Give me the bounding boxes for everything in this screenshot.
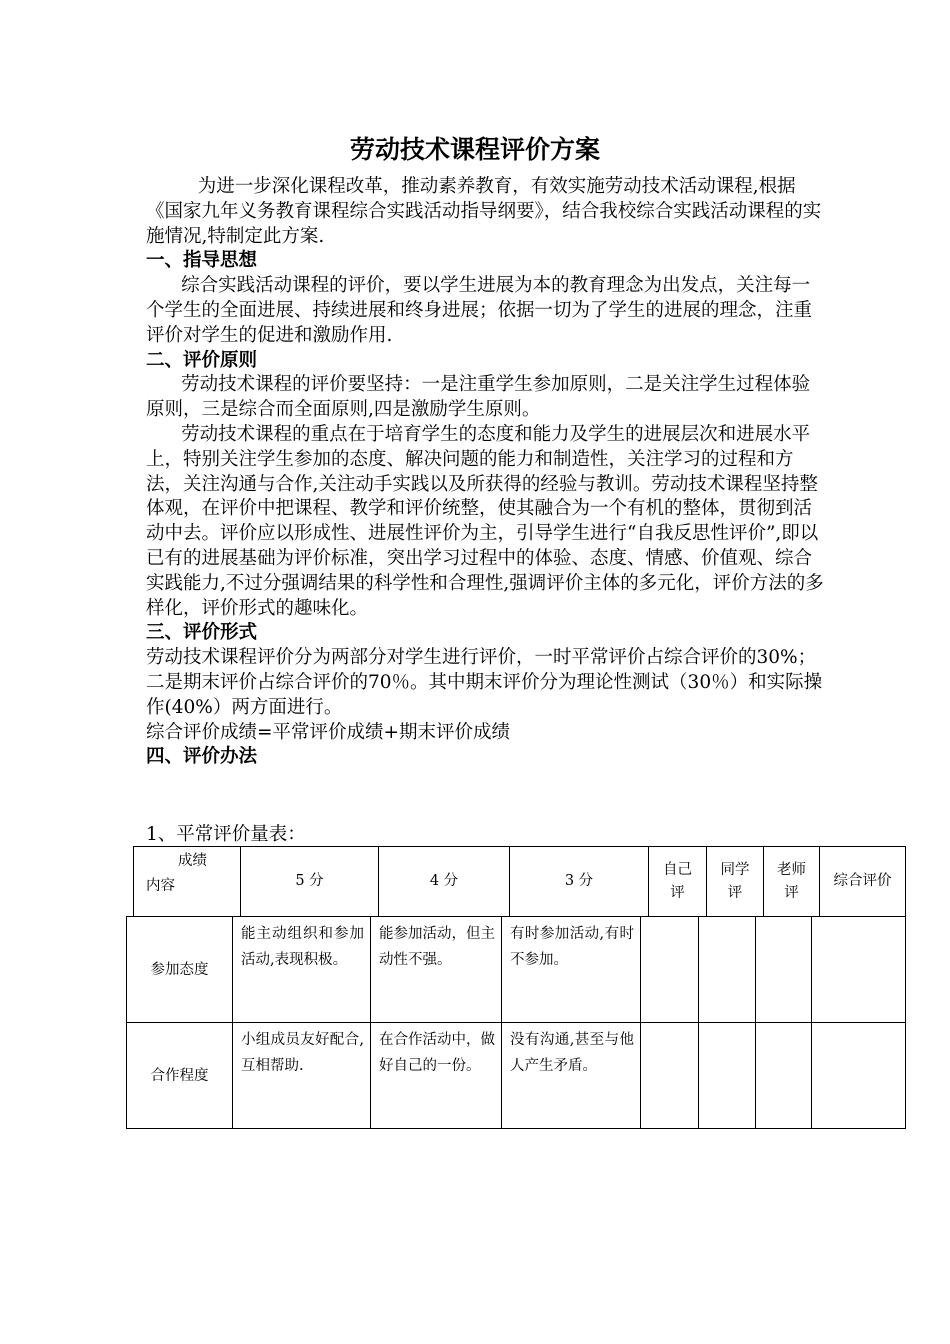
teacher-eval-cell (756, 1023, 812, 1129)
self-eval-cell (641, 1023, 699, 1129)
page-title: 劳动技术课程评价方案 (349, 135, 600, 164)
peer-eval-cell (699, 1023, 756, 1129)
header-overall-eval: 综合评价 (820, 847, 906, 917)
row-label: 参加态度 (127, 917, 233, 1023)
principles-paragraph-1: 劳动技术课程的评价要坚持：一是注重学生参加原则，二是关注学生过程体验原则，三是综合而全面原则,四是激励学生原则。 (146, 374, 811, 421)
forms-paragraph: 劳动技术课程评价分为两部分对学生进行评价，一时平常评价占综合评价的30%；二是期末评价占综合评价的70％。其中期末评价分为理论性测试（30％）和实际操作(40%）两方面进行。 (146, 647, 823, 718)
row-desc-4: 能参加活动，但主动性不强。 (371, 917, 502, 1023)
header-self-eval (649, 847, 707, 917)
table-row (127, 1023, 906, 1129)
corner-label-content: 内容 (146, 878, 175, 894)
intro-paragraph: 为进一步深化课程改革，推动素养教育，有效实施劳动技术活动课程,根据《国家九年义务教育课程综合实践活动指导纲要》，结合我校综合实践活动课程的实施情况,特制定此方案. (146, 176, 822, 247)
header-corner-cell (134, 847, 241, 917)
table-row (127, 917, 906, 1023)
formula-paragraph: 综合评价成绩=平常评价成绩+期末评价成绩 (146, 721, 511, 743)
table-caption: 1、平常评价量表： (146, 824, 306, 845)
row-label: 合作程度 (127, 1023, 233, 1129)
section-heading-guiding-ideas: 一、指导思想 (146, 250, 258, 272)
row-desc-3: 有时参加活动,有时不参加。 (502, 917, 641, 1023)
corner-label-score: 成绩 (178, 853, 207, 869)
header-score-5: 5 分 (241, 847, 379, 917)
peer-eval-cell (699, 917, 756, 1023)
row-desc-3: 没有沟通,甚至与他人产生矛盾。 (502, 1023, 641, 1129)
row-desc-5: 小组成员友好配合,互相帮助. (233, 1023, 371, 1129)
self-eval-cell (641, 917, 699, 1023)
teacher-eval-cell (756, 917, 812, 1023)
header-teacher-eval (764, 847, 820, 917)
document-body (146, 175, 826, 770)
header-teacher-eval-text: 老师评 (777, 861, 806, 901)
overall-eval-cell (812, 1023, 906, 1129)
header-peer-eval (707, 847, 764, 917)
section-heading-forms: 三、评价形式 (146, 622, 258, 644)
row-desc-4: 在合作活动中，做好自己的一份。 (371, 1023, 502, 1129)
header-self-eval-text: 自己评 (663, 861, 692, 901)
section-heading-principles: 二、评价原则 (146, 349, 258, 371)
row-desc-5: 能主动组织和参加活动,表现积极。 (233, 917, 371, 1023)
evaluation-table-header (133, 846, 906, 917)
evaluation-table-body (126, 916, 906, 1129)
overall-eval-cell (812, 917, 906, 1023)
header-score-4: 4 分 (379, 847, 510, 917)
principles-paragraph-2: 劳动技术课程的重点在于培育学生的态度和能力及学生的进展层次和进展水平上，特别关注学生参加的态度、解决问题的能力和制造性，关注学习的过程和方法，关注沟通与合作,关注动手实践以及所获得的经验与教训。劳动技术课程坚持整体观，在评价中把课程、教学和评价统整，使其融合为一个有机的整体，贯彻到活动中去。评价应以形成性、进展性评价为主，引导学生进行“自我反思性评价”,即以已有的进展基础为评价标准，突出学习过程中的体验、态度、情感、价值观、综合实践能力,不过分强调结果的科学性和合理性,强调评价主体的多元化，评价方法的多样化，评价形式的趣味化。 (146, 423, 824, 619)
section-heading-methods: 四、评价办法 (146, 746, 258, 768)
header-peer-eval-text: 同学评 (720, 861, 750, 901)
guiding-ideas-paragraph: 综合实践活动课程的评价，要以学生进展为本的教育理念为出发点，关注每一个学生的全面进展、持续进展和终身进展；依据一切为了学生的进展的理念，注重评价对学生的促进和激励作用. (146, 275, 813, 346)
header-score-3: 3 分 (510, 847, 649, 917)
